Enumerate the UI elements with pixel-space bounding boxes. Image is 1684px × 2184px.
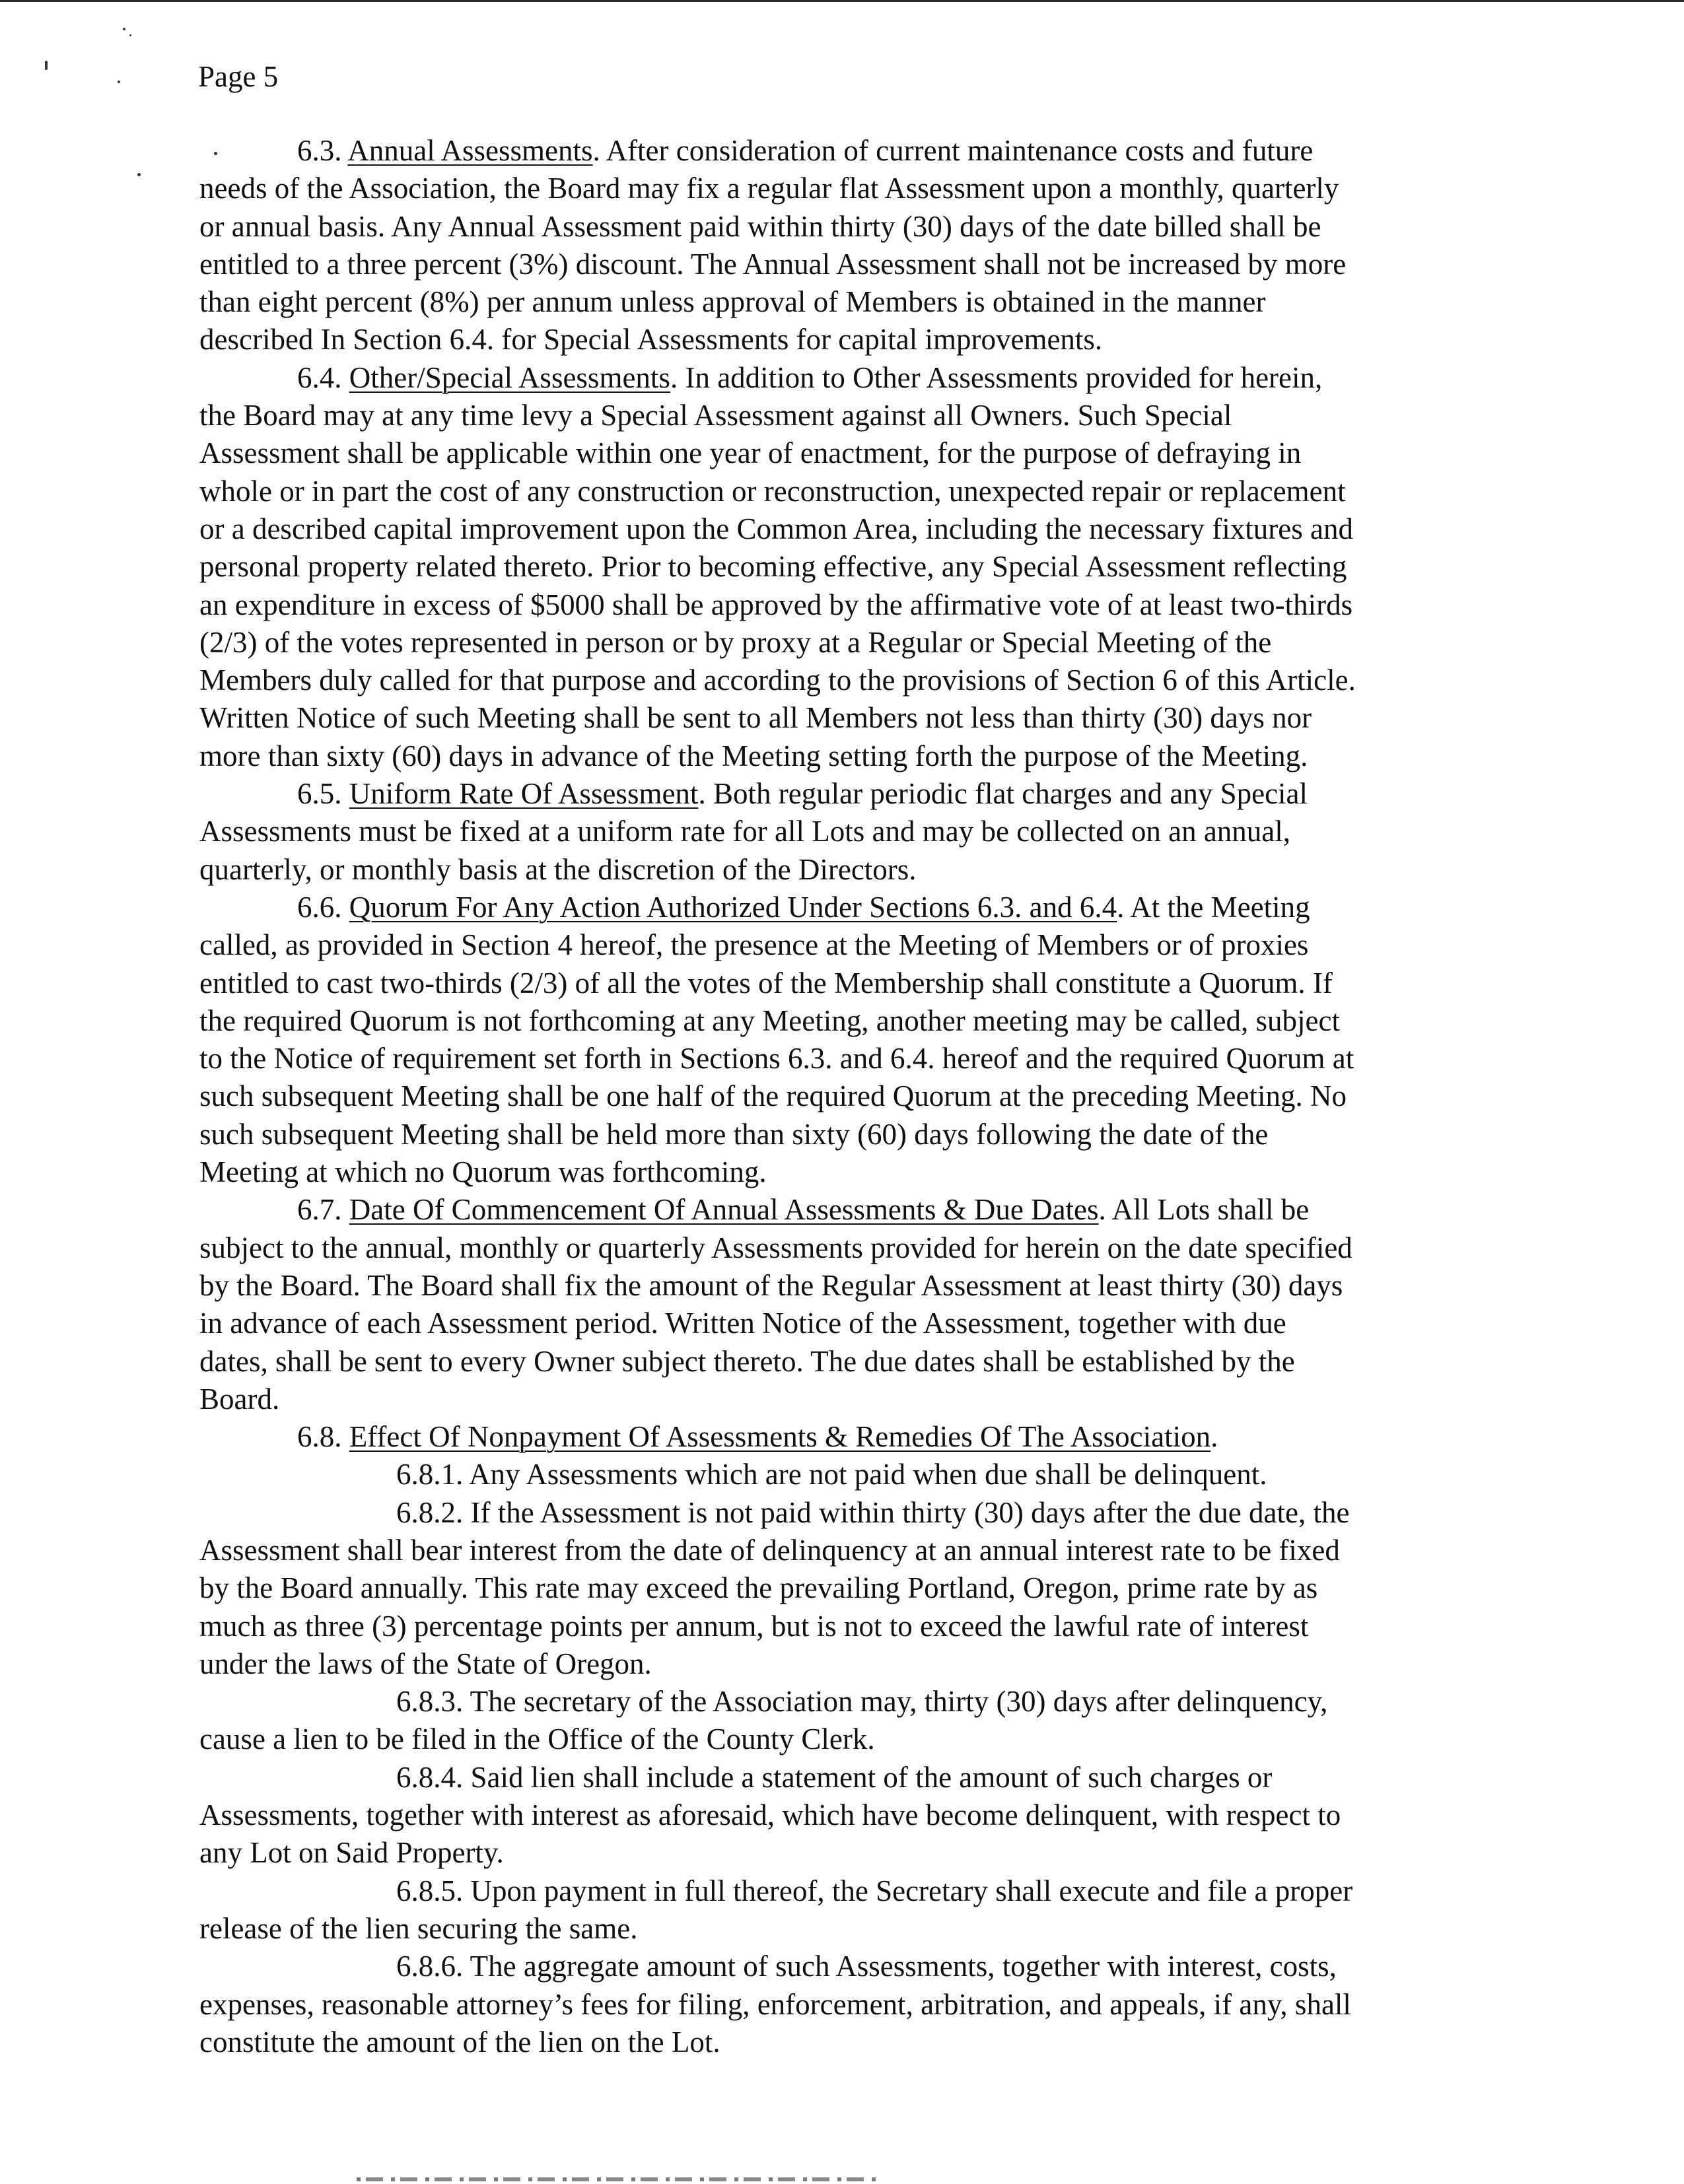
text-line	[199, 170, 1520, 207]
text-segment: 6.6.	[297, 890, 349, 924]
scan-bottom-bleed	[357, 2177, 878, 2181]
section-6-4	[199, 359, 1520, 775]
text-segment: much as three (3) percentage points per annum, but is not to exceed the lawful rate of interest	[199, 1609, 1309, 1643]
text-line	[199, 1191, 1520, 1229]
text-line	[199, 1872, 1520, 1910]
text-segment: whole or in part the cost of any construction or reconstruction, unexpected repair or replacement	[199, 474, 1346, 508]
text-line	[199, 1910, 1520, 1948]
text-line	[199, 1418, 1520, 1456]
text-segment: Members duly called for that purpose and according to the provisions of Section 6 of this Article.	[199, 664, 1356, 697]
text-segment: such subsequent Meeting shall be held more than sixty (60) days following the date of the	[199, 1117, 1269, 1151]
scan-speck	[137, 173, 141, 176]
text-segment: . After consideration of current maintenance costs and future	[592, 134, 1314, 167]
text-line	[199, 1267, 1520, 1305]
text-segment: in advance of each Assessment period. Written Notice of the Assessment, together with due	[199, 1307, 1286, 1340]
text-line	[199, 1153, 1520, 1191]
text-line	[199, 889, 1520, 926]
text-line	[199, 775, 1520, 813]
section-heading: Uniform Rate Of Assessment	[349, 777, 699, 811]
text-segment: to the Notice of requirement set forth in Sections 6.3. and 6.4. hereof and the required Quorum at	[199, 1042, 1354, 1075]
text-segment: called, as provided in Section 4 hereof, the presence at the Meeting of Members or of proxies	[199, 928, 1309, 962]
text-line	[199, 1305, 1520, 1342]
text-segment: 6.8.6. The aggregate amount of such Assessments, together with interest, costs,	[396, 1950, 1337, 1983]
text-segment: cause a lien to be filed in the Office of the County Clerk.	[199, 1723, 875, 1756]
text-line	[199, 1040, 1520, 1077]
text-line	[199, 2024, 1520, 2061]
text-segment: . All Lots shall be	[1098, 1193, 1310, 1227]
text-segment: 6.8.5. Upon payment in full thereof, the Secretary shall execute and file a proper	[396, 1874, 1353, 1907]
scan-top-edge	[0, 0, 1684, 2]
text-line	[199, 1569, 1520, 1607]
text-segment: or a described capital improvement upon the Common Area, including the necessary fixtures and	[199, 512, 1353, 545]
text-line	[199, 737, 1520, 775]
text-line	[199, 1077, 1520, 1115]
text-line	[199, 662, 1520, 699]
section-6-7	[199, 1191, 1520, 1418]
section-heading: Quorum For Any Action Authorized Under Sections 6.3. and 6.4	[349, 890, 1117, 924]
text-line	[199, 1796, 1520, 1834]
text-line	[199, 1532, 1520, 1569]
text-segment: 6.8.1. Any Assessments which are not paid when due shall be delinquent.	[396, 1458, 1267, 1491]
text-segment: 6.7.	[297, 1193, 349, 1227]
text-line	[199, 510, 1520, 548]
text-line	[199, 926, 1520, 964]
text-segment: 6.3.	[297, 134, 348, 167]
text-line	[199, 321, 1520, 358]
document-body	[199, 132, 1520, 2061]
text-segment: . At the Meeting	[1117, 890, 1310, 924]
text-segment: Assessment shall bear interest from the date of delinquency at an annual interest rate to be fixed	[199, 1533, 1340, 1567]
text-segment: personal property related thereto. Prior to becoming effective, any Special Assessment reflecting	[199, 550, 1347, 584]
text-line	[199, 283, 1520, 321]
text-line	[199, 1834, 1520, 1872]
scan-speck	[118, 81, 120, 83]
text-line	[199, 1759, 1520, 1796]
section-heading: Effect Of Nonpayment Of Assessments & Remedies Of The Association	[349, 1420, 1211, 1454]
text-line	[199, 1986, 1520, 2024]
text-line	[199, 1948, 1520, 1985]
text-segment: the Board may at any time levy a Special Assessment against all Owners. Such Special	[199, 399, 1232, 432]
scan-speck	[123, 28, 125, 30]
text-line	[199, 1343, 1520, 1381]
section-6-5	[199, 775, 1520, 889]
section-6-3	[199, 132, 1520, 359]
text-line	[199, 132, 1520, 170]
text-segment: described In Section 6.4. for Special Assessments for capital improvements.	[199, 323, 1103, 357]
scan-speck	[45, 61, 48, 70]
text-line	[199, 1494, 1520, 1532]
text-segment: by the Board. The Board shall fix the amount of the Regular Assessment at least thirty (30) days	[199, 1268, 1343, 1302]
text-segment: by the Board annually. This rate may exceed the prevailing Portland, Oregon, prime rate by as	[199, 1571, 1318, 1605]
text-segment: needs of the Association, the Board may fix a regular flat Assessment upon a monthly, quarterly	[199, 172, 1339, 205]
text-segment: . In addition to Other Assessments provided for herein,	[670, 360, 1323, 394]
text-line	[199, 965, 1520, 1002]
text-line	[199, 359, 1520, 397]
text-line	[199, 548, 1520, 586]
text-line	[199, 1456, 1520, 1493]
text-line	[199, 699, 1520, 737]
text-line	[199, 1645, 1520, 1683]
text-segment: dates, shall be sent to every Owner subject thereto. The due dates shall be established by the	[199, 1344, 1295, 1378]
text-line	[199, 397, 1520, 434]
text-segment: an expenditure in excess of $5000 shall be approved by the affirmative vote of at least two-thirds	[199, 588, 1353, 621]
text-segment: entitled to a three percent (3%) discount. The Annual Assessment shall not be increased by more	[199, 247, 1347, 281]
text-segment: 6.5.	[297, 777, 349, 811]
section-6-8	[199, 1418, 1520, 2061]
section-heading: Date Of Commencement Of Annual Assessments & Due Dates	[349, 1193, 1099, 1227]
text-segment: 6.8.3. The secretary of the Association may, thirty (30) days after delinquency,	[396, 1685, 1328, 1719]
text-segment: under the laws of the State of Oregon.	[199, 1647, 652, 1680]
text-line	[199, 586, 1520, 624]
text-segment: such subsequent Meeting shall be one half of the required Quorum at the preceding Meeting. No	[199, 1079, 1347, 1113]
text-segment: Assessment shall be applicable within one year of enactment, for the purpose of defraying in	[199, 436, 1302, 470]
text-segment: quarterly, or monthly basis at the discretion of the Directors.	[199, 852, 917, 886]
text-line	[199, 246, 1520, 283]
text-segment: Written Notice of such Meeting shall be sent to all Members not less than thirty (30) days nor	[199, 701, 1312, 735]
text-segment: 6.8.4. Said lien shall include a statement of the amount of such charges or	[396, 1760, 1273, 1794]
text-line	[199, 851, 1520, 889]
text-line	[199, 1608, 1520, 1645]
text-line	[199, 434, 1520, 472]
scan-speck	[129, 34, 131, 36]
text-segment: 6.8.2. If the Assessment is not paid within thirty (30) days after the due date, the	[396, 1495, 1350, 1529]
text-segment: constitute the amount of the lien on the Lot.	[199, 2025, 720, 2059]
text-line	[199, 473, 1520, 510]
section-6-6	[199, 889, 1520, 1191]
page-number: Page 5	[198, 60, 279, 93]
text-segment: than eight percent (8%) per annum unless approval of Members is obtained in the manner	[199, 285, 1266, 319]
text-segment: the required Quorum is not forthcoming at any Meeting, another meeting may be called, subject	[199, 1004, 1340, 1037]
text-segment: (2/3) of the votes represented in person or by proxy at a Regular or Special Meeting of the	[199, 625, 1272, 659]
text-line	[199, 208, 1520, 246]
text-line	[199, 1381, 1520, 1418]
text-segment: Assessments, together with interest as aforesaid, which have become delinquent, with respect to	[199, 1798, 1341, 1832]
text-line	[199, 813, 1520, 850]
text-segment: more than sixty (60) days in advance of the Meeting setting forth the purpose of the Meeting.	[199, 739, 1308, 772]
section-heading: Annual Assessments	[347, 134, 593, 167]
text-segment: Meeting at which no Quorum was forthcoming.	[199, 1155, 767, 1189]
text-line	[199, 624, 1520, 662]
text-segment: any Lot on Said Property.	[199, 1836, 504, 1870]
text-segment: 6.4.	[297, 360, 349, 394]
text-segment: or annual basis. Any Annual Assessment paid within thirty (30) days of the date billed shall be	[199, 209, 1321, 243]
text-segment: Board.	[199, 1382, 280, 1416]
text-segment: . Both regular periodic flat charges and any Special	[698, 777, 1308, 811]
text-line	[199, 1116, 1520, 1153]
text-segment: subject to the annual, monthly or quarterly Assessments provided for herein on the date specified	[199, 1231, 1352, 1264]
text-segment: expenses, reasonable attorney’s fees for filing, enforcement, arbitration, and appeals, if any, shall	[199, 1987, 1351, 2021]
text-segment: entitled to cast two-thirds (2/3) of all the votes of the Membership shall constitute a Quorum. If	[199, 966, 1333, 1000]
text-segment: .	[1210, 1420, 1218, 1454]
text-line	[199, 1002, 1520, 1040]
text-line	[199, 1683, 1520, 1721]
text-line	[199, 1721, 1520, 1758]
text-line	[199, 1229, 1520, 1267]
text-segment: Assessments must be fixed at a uniform rate for all Lots and may be collected on an annual,	[199, 815, 1291, 848]
text-segment: 6.8.	[297, 1420, 349, 1454]
section-heading: Other/Special Assessments	[349, 360, 670, 394]
text-segment: release of the lien securing the same.	[199, 1911, 638, 1945]
